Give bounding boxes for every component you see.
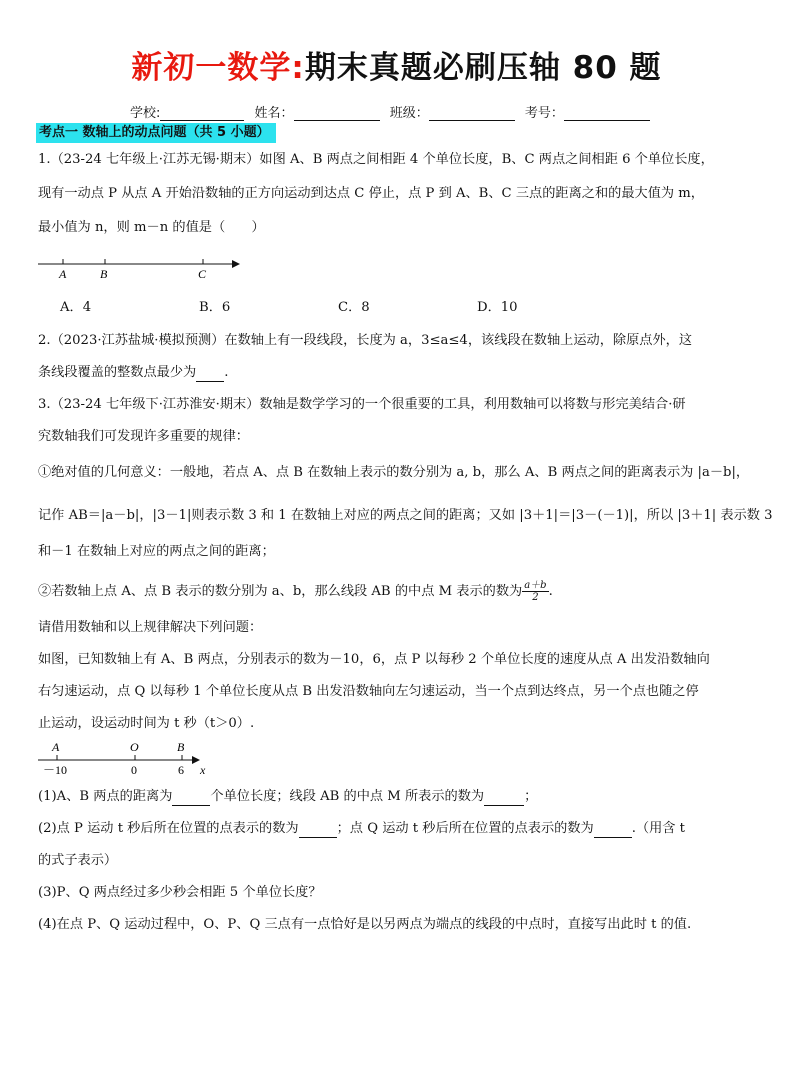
q1-choice-b[interactable]: B．6 bbox=[199, 300, 231, 315]
q3-line-6 bbox=[38, 580, 553, 603]
q1-number-line bbox=[36, 254, 246, 286]
q3-part-1 bbox=[38, 788, 537, 806]
q3-part-4: (4)在点 P、Q 运动过程中，O、P、Q 三点有一点恰好是以另两点为端点的线段的中点时，直接写出此时 t 的值. bbox=[38, 917, 692, 932]
q3-number-line bbox=[36, 740, 216, 780]
q1-label-a: A bbox=[59, 267, 67, 281]
q3-p2-blank-1[interactable] bbox=[299, 825, 337, 838]
name-blank[interactable] bbox=[294, 107, 380, 121]
q3-value-b: 6 bbox=[178, 763, 184, 777]
q2-line-2-text: 条线段覆盖的整数点最少为 bbox=[38, 365, 197, 380]
q3-p1-text-a: (1)A、B 两点的距离为 bbox=[38, 789, 173, 804]
q3-p2-text-a: (2)点 P 运动 t 秒后所在位置的点表示的数为 bbox=[38, 821, 299, 836]
q3-p1-blank-2[interactable] bbox=[484, 793, 524, 806]
q3-p2-blank-2[interactable] bbox=[594, 825, 632, 838]
midpoint-fraction bbox=[522, 580, 548, 603]
student-info-row bbox=[130, 102, 656, 121]
q2-answer-blank[interactable] bbox=[196, 369, 224, 382]
q2-line-1: 2.（2023·江苏盐城·模拟预测）在数轴上有一段线段，长度为 a，3≤a≤4，该线段在数轴上运动，除原点外，这 bbox=[38, 333, 693, 348]
school-label: 学校: bbox=[130, 106, 161, 121]
q3-line-6-text: ②若数轴上点 A、点 B 表示的数分别为 a、b，那么线段 AB 的中点 M 表示的数为 bbox=[38, 584, 523, 599]
q3-line-10: 止运动，设运动时间为 t 秒（t＞0）. bbox=[38, 716, 255, 731]
q3-part-2 bbox=[38, 820, 685, 838]
q1-choice-c[interactable]: C．8 bbox=[338, 300, 370, 315]
q3-p2-text-c: .（用含 t bbox=[631, 821, 685, 836]
q1-line-1: 1.（23-24 七年级上·江苏无锡·期末）如图 A、B 两点之间相距 4 个单位长度，B、C 两点之间相距 6 个单位长度， bbox=[38, 152, 714, 167]
page-title bbox=[0, 42, 793, 87]
school-blank[interactable] bbox=[160, 107, 244, 121]
number-blank[interactable] bbox=[564, 107, 650, 121]
q3-axis-x-label: x bbox=[200, 763, 206, 777]
fraction-numerator: a＋b bbox=[524, 580, 547, 591]
q1-label-b: B bbox=[100, 267, 108, 281]
q1-line-2: 现有一动点 P 从点 A 开始沿数轴的正方向运动到达点 C 停止，点 P 到 A、B、C 三点的距离之和的最大值为 m， bbox=[38, 186, 704, 201]
name-label: 姓名： bbox=[254, 106, 294, 121]
q3-line-5: 和－1 在数轴上对应的两点之间的距离； bbox=[38, 544, 275, 559]
q3-p2-text-b: ；点 Q 运动 t 秒后所在位置的点表示的数为 bbox=[336, 821, 594, 836]
q3-line-4: 记作 AB＝|a－b|，|3－1|则表示数 3 和 1 在数轴上对应的两点之间的距离；又如 |3＋1|＝|3－(－1)|，所以 |3＋1| 表示数 3 bbox=[38, 508, 773, 523]
q3-part-2-cont: 的式子表示） bbox=[38, 853, 118, 868]
q3-line-9: 右匀速运动，点 Q 以每秒 1 个单位长度从点 B 出发沿数轴向左匀速运动，当一个点到达终点，另一个点也随之停 bbox=[38, 684, 699, 699]
fraction-denominator: 2 bbox=[532, 592, 539, 603]
title-black-part: 期末真题必刷压轴 80 题 bbox=[304, 50, 662, 86]
q3-line-1: 3.（23-24 七年级下·江苏淮安·期末）数轴是数学学习的一个很重要的工具，利用数轴可以将数与形完美结合·研 bbox=[38, 397, 686, 412]
q3-line-3: ①绝对值的几何意义：一般地，若点 A、点 B 在数轴上表示的数分别为 a, b，那么 A、B 两点之间的距离表示为 |a－b|， bbox=[38, 465, 750, 480]
q3-p1-blank-1[interactable] bbox=[172, 793, 210, 806]
q3-value-o: 0 bbox=[131, 763, 137, 777]
q3-p1-text-c: ； bbox=[524, 789, 538, 804]
number-label: 考号： bbox=[524, 106, 564, 121]
q3-line-8: 如图，已知数轴上有 A、B 两点，分别表示的数为－10，6，点 P 以每秒 2 个单位长度的速度从点 A 出发沿数轴向 bbox=[38, 652, 710, 667]
q1-line-3: 最小值为 n，则 m－n 的值是（ ） bbox=[38, 220, 265, 235]
class-blank[interactable] bbox=[429, 107, 515, 121]
q3-label-o: O bbox=[130, 740, 139, 754]
section-heading: 考点一 数轴上的动点问题（共 5 小题） bbox=[36, 123, 276, 143]
q1-choices bbox=[60, 299, 616, 317]
q3-value-a: －10 bbox=[43, 763, 68, 777]
q3-line-2: 究数轴我们可发现许多重要的规律： bbox=[38, 429, 249, 444]
q3-p1-text-b: 个单位长度；线段 AB 的中点 M 所表示的数为 bbox=[210, 789, 485, 804]
q3-line-6-end: . bbox=[548, 584, 553, 599]
q2-line-2 bbox=[38, 364, 228, 382]
q3-line-7: 请借用数轴和以上规律解决下列问题： bbox=[38, 620, 263, 635]
q3-axis-arrow bbox=[192, 756, 200, 764]
q3-label-b: B bbox=[177, 740, 185, 754]
class-label: 班级： bbox=[389, 106, 429, 121]
q1-label-c: C bbox=[198, 267, 207, 281]
q2-line-2-end: . bbox=[224, 365, 229, 380]
q3-label-a: A bbox=[52, 740, 60, 754]
q1-choice-a[interactable]: A．4 bbox=[60, 300, 92, 315]
title-red-part: 新初一数学: bbox=[131, 50, 305, 86]
q1-axis-arrow bbox=[232, 260, 240, 268]
q1-choice-d[interactable]: D．10 bbox=[477, 300, 518, 315]
q3-part-3: (3)P、Q 两点经过多少秒会相距 5 个单位长度？ bbox=[38, 885, 322, 900]
